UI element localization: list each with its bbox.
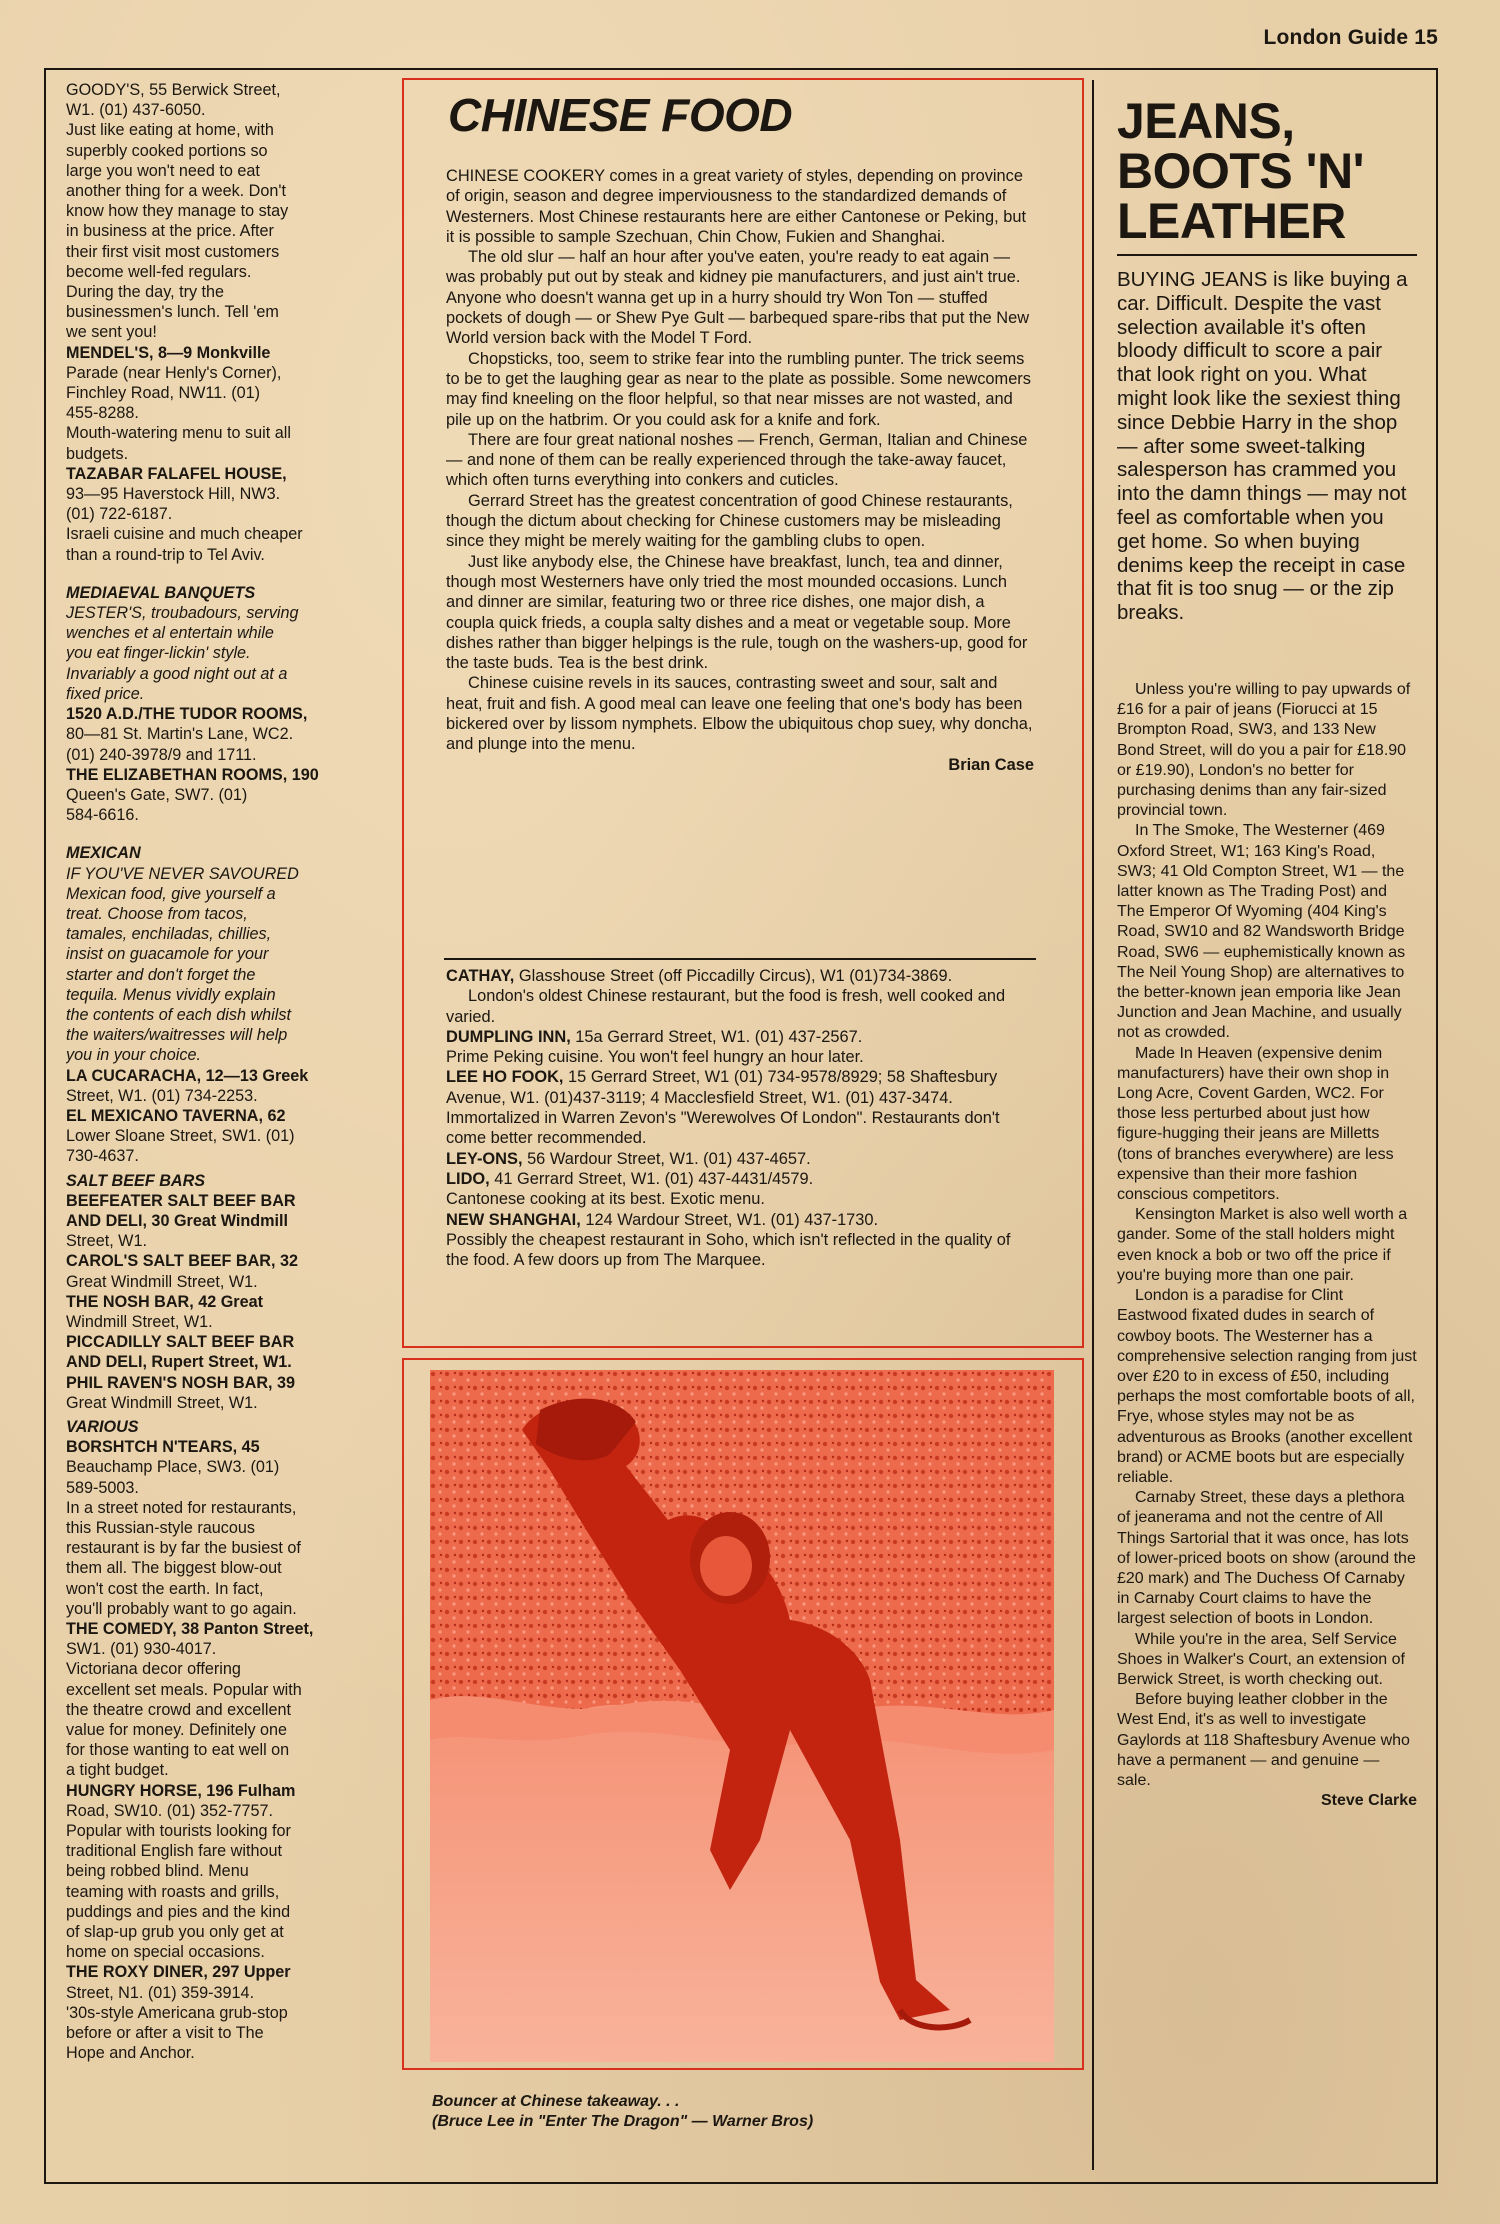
listing-line: GOODY'S, 55 Berwick Street,	[66, 81, 281, 99]
listing-line: EL MEXICANO TAVERNA, 62	[66, 1106, 286, 1125]
jeans-title-line: JEANS,	[1117, 93, 1295, 149]
listing-line: treat. Choose from tacos,	[66, 904, 248, 923]
jeans-title-line: BOOTS 'N'	[1117, 143, 1365, 199]
listing-note: Immortalized in Warren Zevon's "Werewolves Of London". Restaurants don't come better recommended.	[446, 1109, 1000, 1148]
listing-line: Just like eating at home, with	[66, 121, 274, 140]
listing-line: know how they manage to stay	[66, 202, 289, 221]
chinese-paragraph: Chinese cuisine revels in its sauces, contrasting sweet and sour, salt and heat, fruit and fish. A good meal can leave one feeling that one's body has been bickered over by lissom nymphets. Elbow the ubiquitous chop suey, why doncha, and plunge into the menu.	[446, 674, 1033, 754]
chinese-listing	[446, 1169, 1034, 1189]
listing-line: SW1. (01) 930-4017.	[66, 1640, 217, 1659]
listing-line: you in your choice.	[66, 1046, 201, 1065]
listing-address: 124 Wardour Street, W1. (01) 437-1730.	[580, 1210, 879, 1229]
listing-line: Street, W1.	[66, 1232, 147, 1251]
listing-line: Queen's Gate, SW7. (01)	[66, 785, 248, 804]
listing-line: superbly cooked portions so	[66, 141, 268, 160]
listing-line: CAROL'S SALT BEEF BAR, 32	[66, 1252, 298, 1271]
listing-line: Great Windmill Street, W1.	[66, 1272, 258, 1291]
listing-line: AND DELI, 30 Great Windmill	[66, 1211, 289, 1230]
chinese-paragraph: There are four great national noshes — French, German, Italian and Chinese — and none of them can be really experienced through the take-away faucet, which often turns everything into conkers and cuticles.	[446, 430, 1028, 490]
listing-line: THE COMEDY, 38 Panton Street,	[66, 1620, 314, 1639]
photo-caption	[432, 2092, 992, 2132]
listing-line: become well-fed regulars.	[66, 262, 252, 281]
listing-line: businessmen's lunch. Tell 'em	[66, 303, 279, 322]
listing-line: 80—81 St. Martin's Lane, WC2.	[66, 725, 294, 744]
listing-line: 1520 A.D./THE TUDOR ROOMS,	[66, 705, 308, 724]
chinese-listing	[446, 1210, 1034, 1230]
listing-line: MEXICAN	[66, 844, 141, 863]
listing-line: Street, W1. (01) 734-2253.	[66, 1086, 258, 1105]
listing-line: puddings and pies and the kind	[66, 1902, 291, 1921]
listing-line: you eat finger-lickin' style.	[66, 644, 251, 663]
jeans-lead-paragraph	[1117, 268, 1417, 625]
listing-line: Lower Sloane Street, SW1. (01)	[66, 1127, 295, 1146]
listing-line: JESTER'S, troubadours, serving	[66, 604, 299, 623]
listing-line: the theatre crowd and excellent	[66, 1700, 291, 1719]
listing-note: London's oldest Chinese restaurant, but the food is fresh, well cooked and varied.	[446, 987, 1006, 1026]
listing-line: starter and don't forget the	[66, 965, 256, 984]
listing-line: the waiters/waitresses will help	[66, 1026, 288, 1045]
jeans-title-line: LEATHER	[1117, 193, 1346, 249]
caption-line-2: (Bruce Lee in "Enter The Dragon" — Warner Bros)	[432, 2113, 814, 2130]
listing-line: Israeli cuisine and much cheaper	[66, 525, 303, 544]
column-divider-right	[1092, 80, 1094, 2170]
listing-line: traditional English fare without	[66, 1842, 282, 1861]
jeans-lead-text: BUYING JEANS is like buying a car. Difficult. Despite the vast selection available it's often bloody difficult to score a pair that look right on you. What might look like the sexiest thing since Debbie Harry in the shop — after some sweet-talking salesperson has crammed you into the damn things — may not feel as comfortable when you get home. So when buying denims keep the receipt in case that fit is too snug — or the zip breaks.	[1117, 268, 1408, 625]
listing-name: LEY-ONS,	[446, 1149, 523, 1168]
chinese-paragraph: The old slur — half an hour after you've eaten, you're ready to eat again — was probably put out by steak and kidney pie manufacturers, and just ain't true. Anyone who doesn't wanna get up in a hurry should try Won Ton — stuffed pockets of dough — or Shew Pye Gult — barbequed spare-ribs that put the New World version back with the Model T Ford.	[446, 248, 1030, 348]
jeans-paragraph: Made In Heaven (expensive denim manufacturers) have their own shop in Long Acre, Covent Garden, WC2. For those less perturbed about just how figure-hugging their jeans are Milletts (tons of branches everywhere) are less expensive than their more fashion conscious competitors.	[1117, 1044, 1394, 1204]
chinese-paragraph: Gerrard Street has the greatest concentration of good Chinese restaurants, though the dictum about checking for Chinese customers may be misleading since they might be merely waiting for the gambling clubs to open.	[446, 491, 1013, 551]
section-header: London Guide 15	[1263, 26, 1438, 49]
chinese-food-title: CHINESE FOOD	[448, 89, 793, 141]
listing-line: Invariably a good night out at a	[66, 664, 288, 683]
jeans-byline: Steve Clarke	[1320, 1792, 1417, 1810]
listing-line: BORSHTCH N'TEARS, 45	[66, 1438, 260, 1457]
listing-line: home on special occasions.	[66, 1943, 265, 1962]
listing-line: Finchley Road, NW11. (01)	[66, 384, 261, 403]
listing-line: won't cost the earth. In fact,	[66, 1579, 264, 1598]
listing-line: this Russian-style raucous	[66, 1519, 255, 1538]
listing-name: LIDO,	[446, 1169, 490, 1188]
jeans-article-body	[1117, 680, 1417, 1811]
listing-line: Parade (near Henly's Corner),	[66, 363, 282, 382]
listing-line: excellent set meals. Popular with	[66, 1680, 302, 1699]
chinese-food-article	[446, 166, 1034, 775]
listing-line: you'll probably want to go again.	[66, 1599, 297, 1618]
listing-address: 41 Gerrard Street, W1. (01) 437-4431/4579.	[489, 1169, 814, 1188]
listing-line: before or after a visit to The	[66, 2024, 264, 2043]
jeans-paragraph: London is a paradise for Clint Eastwood fixated dudes in search of cowboy boots. The Westerner has a comprehensive selection ranging from just over £20 to in excess of £50, including perhaps the most comfortable boots of all, Frye, whose styles may not be as adventurous as Brooks (another excellent brand) or ACME boots but are especially reliable.	[1117, 1287, 1417, 1486]
listing-line: In a street noted for restaurants,	[66, 1498, 297, 1517]
jeans-paragraph: Carnaby Street, these days a plethora of jeanerama and not the centre of All Things Sartorial that it was once, has lots of lower-priced boots on show (around the £20 mark) and The Duchess Of Carnaby in Carnaby Court claims to have the largest selection of boots in London.	[1117, 1489, 1416, 1628]
jeans-paragraph: Kensington Market is also well worth a gander. Some of the stall holders might even knock a bob or two off the price if you're buying more than one pair.	[1117, 1206, 1408, 1284]
caption-line-1: Bouncer at Chinese takeaway. . .	[432, 2093, 680, 2110]
listing-line: tequila. Menus vividly explain	[66, 985, 276, 1004]
listing-name: CATHAY,	[446, 967, 515, 985]
chinese-paragraph: Chopsticks, too, seem to strike fear into the rumbling punter. The trick seems to be to get the laughing gear as near to the plate as possible. Some newcomers may find kneeling on the floor helpful, so that near misses are not wasted, and pile up on the hatbrim. Or you could ask for a knife and fork.	[446, 349, 1031, 429]
jeans-title-underline	[1117, 254, 1417, 256]
listing-name: DUMPLING INN,	[446, 1027, 571, 1046]
listing-line: them all. The biggest blow-out	[66, 1559, 282, 1578]
listing-line: Great Windmill Street, W1.	[66, 1393, 258, 1412]
listing-line: Mexican food, give yourself a	[66, 884, 276, 903]
listing-line: than a round-trip to Tel Aviv.	[66, 545, 265, 564]
listing-line: Windmill Street, W1.	[66, 1312, 213, 1331]
listing-line: Street, N1. (01) 359-3914.	[66, 1983, 255, 2002]
listing-line: 93—95 Haverstock Hill, NW3.	[66, 485, 281, 504]
listing-line: restaurant is by far the busiest of	[66, 1539, 301, 1558]
listing-line: THE ROXY DINER, 297 Upper	[66, 1963, 291, 1982]
chinese-listing	[446, 1149, 1034, 1169]
listing-line: VARIOUS	[66, 1418, 139, 1436]
listing-line: HUNGRY HORSE, 196 Fulham	[66, 1781, 296, 1800]
listing-line: Mouth-watering menu to suit all	[66, 424, 291, 443]
listing-line: insist on guacamole for your	[66, 945, 269, 964]
restaurant-listings-column	[66, 80, 386, 2170]
listing-name: LEE HO FOOK,	[446, 1068, 564, 1087]
listing-line: of slap-up grub you only get at	[66, 1923, 284, 1942]
listing-line: 584-6616.	[66, 806, 139, 825]
listing-line: W1. (01) 437-6050.	[66, 101, 206, 120]
listing-line: Popular with tourists looking for	[66, 1822, 291, 1841]
listing-address: 15a Gerrard Street, W1. (01) 437-2567.	[570, 1027, 863, 1046]
listing-line: SALT BEEF BARS	[66, 1171, 206, 1190]
chinese-divider	[444, 958, 1036, 960]
listing-line: THE NOSH BAR, 42 Great	[66, 1292, 263, 1311]
listing-line: 455-8288.	[66, 404, 139, 423]
jeans-paragraph: Before buying leather clobber in the West End, it's as well to investigate Gaylords at 118 Shaftesbury Avenue who have a permanent — and genuine — sale.	[1117, 1691, 1410, 1789]
listing-line: fixed price.	[66, 684, 145, 703]
listing-note: Possibly the cheapest restaurant in Soho, which isn't reflected in the quality of the food. A few doors up from The Marquee.	[446, 1230, 1011, 1270]
listing-line: large you won't need to eat	[66, 161, 260, 180]
listing-line: teaming with roasts and grills,	[66, 1882, 280, 1901]
listing-line: the contents of each dish whilst	[66, 1005, 291, 1024]
listing-line: we sent you!	[66, 323, 157, 342]
listing-line: value for money. Definitely one	[66, 1721, 288, 1740]
listing-line: in business at the price. After	[66, 222, 274, 241]
listing-line: BEEFEATER SALT BEEF BAR	[66, 1191, 296, 1210]
chinese-listing	[446, 1027, 1034, 1047]
listing-line: AND DELI, Rupert Street, W1.	[66, 1353, 292, 1372]
listing-line: THE ELIZABETHAN ROOMS, 190	[66, 765, 319, 784]
listing-line: Hope and Anchor.	[66, 2044, 195, 2063]
jeans-article-title	[1117, 93, 1417, 256]
listing-line: MEDIAEVAL BANQUETS	[66, 583, 256, 602]
listing-line: 730-4637.	[66, 1147, 139, 1166]
listing-line: 589-5003.	[66, 1478, 139, 1497]
chinese-paragraph: CHINESE COOKERY comes in a great variety of styles, depending on province of origin, season and degree imperviousness to the standardized demands of Westerners. Most Chinese restaurants here are either Cantonese or Peking, but it is possible to sample Szechuan, Chin Chow, Fukien and Shanghai.	[446, 167, 1027, 246]
jeans-paragraph: While you're in the area, Self Service Shoes in Walker's Court, an extension of Berwick Street, is worth checking out.	[1117, 1630, 1405, 1688]
listing-line: TAZABAR FALAFEL HOUSE,	[66, 464, 287, 483]
listing-line: tamales, enchiladas, chillies,	[66, 925, 272, 944]
listing-line: being robbed blind. Menu	[66, 1862, 249, 1881]
listing-note: Cantonese cooking at its best. Exotic menu.	[446, 1190, 765, 1209]
listing-address: 56 Wardour Street, W1. (01) 437-4657.	[522, 1149, 811, 1168]
listing-line: another thing for a week. Don't	[66, 182, 286, 201]
listing-line: PHIL RAVEN'S NOSH BAR, 39	[66, 1373, 296, 1392]
listing-line: wenches et al entertain while	[66, 624, 274, 643]
listing-line: for those wanting to eat well on	[66, 1741, 290, 1760]
chinese-byline: Brian Case	[948, 755, 1034, 774]
listing-line: MENDEL'S, 8—9 Monkville	[66, 343, 271, 362]
listing-name: NEW SHANGHAI,	[446, 1210, 581, 1229]
listing-line: Road, SW10. (01) 352-7757.	[66, 1801, 273, 1820]
listing-line: Victoriana decor offering	[66, 1660, 241, 1679]
chinese-listing	[446, 966, 1034, 986]
listing-line: PICCADILLY SALT BEEF BAR	[66, 1333, 295, 1352]
listing-line: (01) 240-3978/9 and 1711.	[66, 745, 257, 764]
listing-line: LA CUCARACHA, 12—13 Greek	[66, 1066, 309, 1085]
listing-address: Glasshouse Street (off Piccadilly Circus), W1 (01)734-3869.	[514, 967, 953, 985]
listing-line: budgets.	[66, 444, 129, 463]
chinese-restaurant-listings	[446, 966, 1034, 1270]
jeans-paragraph: In The Smoke, The Westerner (469 Oxford Street, W1; 163 King's Road, SW3; 41 Old Compton Street, W1 — the latter known as The Trading Post) and The Emperor Of Wyoming (404 King's Road, SW10 and 82 Wandsworth Bridge Road, SW6 — euphemistically known as The Neil Young Shop) are alternatives to the better-known jean emporia like Jean Junction and Jean Machine, and usually not as crowded.	[1117, 822, 1406, 1042]
bruce-lee-photo	[430, 1370, 1054, 2062]
listing-line: '30s-style Americana grub-stop	[66, 2003, 288, 2022]
chinese-listing	[446, 1067, 1034, 1108]
listing-line: a tight budget.	[66, 1761, 169, 1780]
listing-line: Beauchamp Place, SW3. (01)	[66, 1458, 280, 1477]
chinese-paragraph: Just like anybody else, the Chinese have breakfast, lunch, tea and dinner, though most Westerners have only tried the most mounded occasions. Lunch and dinner are similar, featuring two or three rice dishes, one major dish, a coupla quick frieds, a coupla salty dishes and a meat or vegetable soup. More dishes rather than bigger helpings is the rule, tough on the washers-up, good for the taste buds. Tea is the best drink.	[446, 552, 1028, 673]
listing-line: (01) 722-6187.	[66, 505, 173, 524]
listing-address: 15 Gerrard Street, W1 (01) 734-9578/8929; 58 Shaftesbury Avenue, W1. (01)437-3119; 4 Macclesfield Street, W1. (01) 437-3474.	[446, 1068, 998, 1107]
listing-line: IF YOU'VE NEVER SAVOURED	[66, 864, 299, 883]
jeans-paragraph: Unless you're willing to pay upwards of £16 for a pair of jeans (Fiorucci at 15 Brompton Road, SW3, and 133 New Bond Street, will do you a pair for £18.90 or £19.90), London's no better for purchasing denims than any fair-sized provincial town.	[1117, 681, 1411, 820]
listing-line: their first visit most customers	[66, 242, 280, 261]
listing-line: During the day, try the	[66, 283, 225, 302]
listing-note: Prime Peking cuisine. You won't feel hungry an hour later.	[446, 1048, 864, 1067]
